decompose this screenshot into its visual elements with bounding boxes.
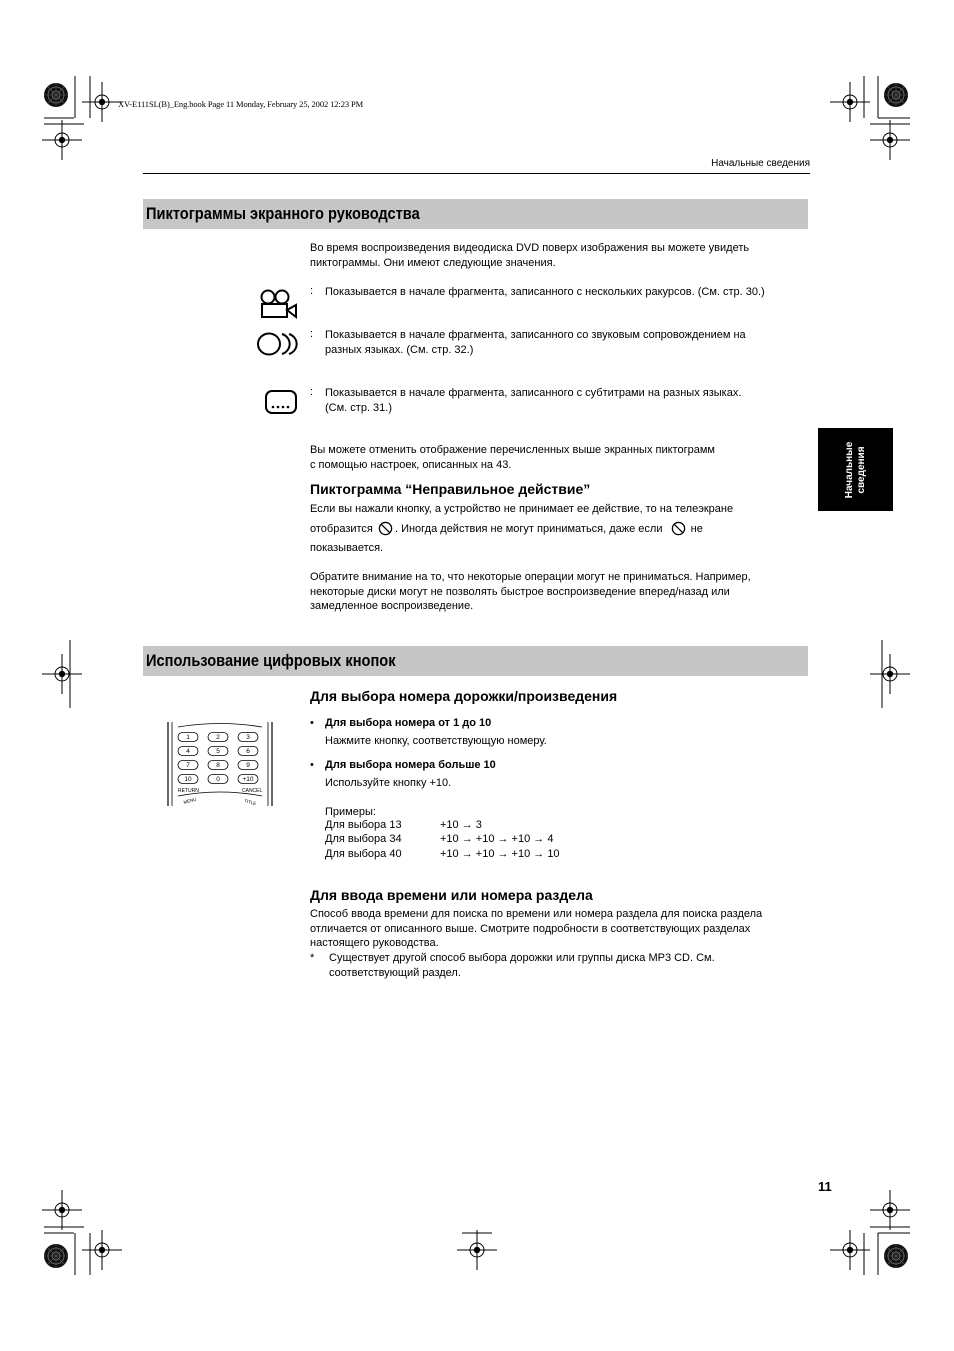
invalid-action-heading: Пиктограмма “Неправильное действие” <box>310 481 591 497</box>
examples-label: Примеры: <box>325 806 376 818</box>
remote-cancel-label: CANCEL <box>242 788 263 794</box>
prohibit-icon <box>671 521 686 536</box>
footnote-star: * <box>310 952 315 964</box>
multi-subtitle-icon <box>264 389 298 415</box>
example-value: +10 → +10 → +10 → 10 <box>440 848 560 860</box>
remote-key-label: 1 <box>186 734 190 742</box>
cancel-paragraph: Вы можете отменить отображение перечисленных выше экранных пиктограмм с помощью настроек, описанных на 43. <box>310 444 715 471</box>
remote-title-label: TITLE <box>243 798 257 806</box>
invalid-line-1: Если вы нажали кнопку, а устройство не принимает ее действие, то на телеэкране <box>310 503 734 515</box>
remote-key-label: +10 <box>242 776 254 784</box>
section-bar-onscreen-icons <box>143 199 808 229</box>
multi-audio-icon <box>256 331 300 357</box>
bullet-2: • <box>310 759 314 771</box>
side-tab-label: Начальные сведения <box>843 441 867 498</box>
section-title: Пиктограммы экранного руководства <box>146 204 420 223</box>
invalid-line-3: показывается. <box>310 542 384 554</box>
prohibit-icon <box>378 521 393 536</box>
remote-key-label: 7 <box>186 762 190 770</box>
running-head: Начальные сведения <box>711 158 810 169</box>
remote-key-label: 10 <box>184 776 192 784</box>
section-title: Использование цифровых кнопок <box>146 651 396 670</box>
track-select-heading: Для выбора номера дорожки/произведения <box>310 688 618 704</box>
remote-key-label: 6 <box>246 748 250 756</box>
side-tab <box>818 428 893 511</box>
icon3-colon: : <box>310 386 314 398</box>
remote-keypad-illustration <box>164 722 276 806</box>
bullet-2-title: Для выбора номера больше 10 <box>325 759 496 771</box>
remote-key-label: 4 <box>186 748 190 756</box>
time-paragraph: Способ ввода времени для поиска по времени или номера раздела для поиска раздела отличается от описанного выше. Смотрите подробности в соответствующих разделах настоящего руководства. <box>310 908 763 949</box>
example-value: +10 → +10 → +10 → 4 <box>440 833 554 845</box>
multi-angle-camera-icon <box>258 288 298 320</box>
remote-key-label: 2 <box>216 734 220 742</box>
note-paragraph: Обратите внимание на то, что некоторые операции могут не приниматься. Например, некоторые диски могут не позволять быстрое воспроизведение вперед/назад или замедленное воспроизведение. <box>310 571 751 612</box>
remote-key-label: 8 <box>216 762 220 770</box>
icon1-colon: : <box>310 285 314 297</box>
bullet-1-text: Нажмите кнопку, соответствующую номеру. <box>325 735 547 747</box>
header-rule <box>143 173 810 174</box>
bullet-2-text: Используйте кнопку +10. <box>325 777 452 789</box>
page-number: 11 <box>818 1179 832 1194</box>
icon3-description: Показывается в начале фрагмента, записанного с субтитрами на разных языках. (См. стр. 31.) <box>325 387 742 414</box>
print-header-note: XV-E111SL(B)_Eng.book Page 11 Monday, February 25, 2002 12:23 PM <box>118 99 364 109</box>
remote-keys <box>178 733 258 784</box>
example-label: Для выбора 40 <box>325 848 402 860</box>
icon1-description: Показывается в начале фрагмента, записанного с нескольких ракурсов. (См. стр. 30.) <box>325 286 765 298</box>
remote-key-label: 0 <box>216 776 220 784</box>
remote-key-label: 3 <box>246 734 250 742</box>
intro-paragraph: Во время воспроизведения видеодиска DVD поверх изображения вы можете увидеть пиктограммы. Они имеют следующие значения. <box>310 242 750 269</box>
time-input-heading: Для ввода времени или номера раздела <box>310 887 593 903</box>
example-label: Для выбора 13 <box>325 819 402 831</box>
bullet-1-title: Для выбора номера от 1 до 10 <box>325 717 492 729</box>
icon2-colon: : <box>310 328 314 340</box>
example-value: +10 → 3 <box>440 819 482 831</box>
footnote-text: Существует другой способ выбора дорожки или группы диска MP3 CD. См. соответствующий раздел. <box>329 952 715 979</box>
bullet-1: • <box>310 717 314 729</box>
remote-menu-label: MENU <box>182 796 198 805</box>
remote-key-label: 5 <box>216 748 220 756</box>
icon2-description: Показывается в начале фрагмента, записанного со звуковым сопровождением на разных языках. (См. стр. 32.) <box>325 329 746 356</box>
invalid-line-2: отобразится . Иногда действия не могут приниматься, даже если не <box>310 523 703 535</box>
section-bar-numeric-buttons <box>143 646 808 676</box>
example-label: Для выбора 34 <box>325 833 402 845</box>
remote-key-label: 9 <box>246 762 250 770</box>
remote-return-label: RETURN <box>178 788 199 794</box>
